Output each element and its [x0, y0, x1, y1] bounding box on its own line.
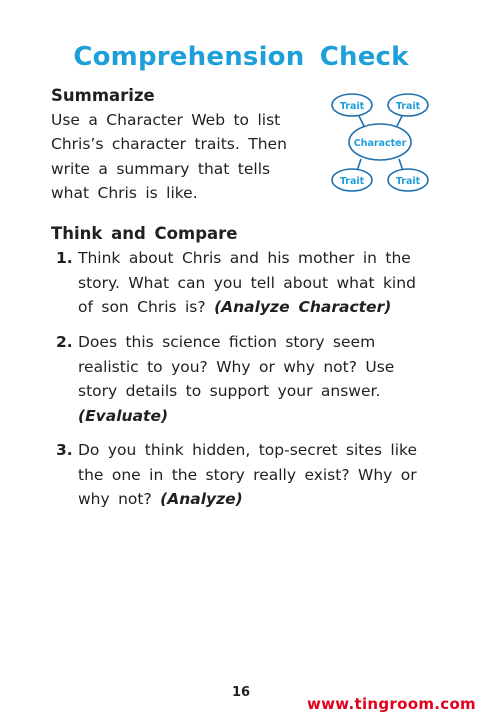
question-line: story details to support your answer. [78, 382, 381, 400]
skill-label: (Evaluate) [78, 406, 169, 425]
summarize-line: write a summary that tells [51, 159, 271, 178]
watermark: www.tingroom.com [306, 695, 476, 713]
trait-label: Trait [339, 176, 365, 187]
summarize-line: Use a Character Web to list [51, 111, 281, 129]
character-node-center [349, 124, 411, 160]
trait-node-top-right [388, 94, 428, 116]
question-line-text: of son Chris is? [78, 298, 206, 316]
question-line [78, 487, 428, 512]
question-number: 2. [56, 333, 73, 351]
trait-node-bottom-left [332, 169, 372, 191]
question-text [78, 438, 428, 512]
character-label: Character [353, 138, 407, 149]
question-line: story. What can you tell about what kind [78, 273, 416, 292]
summarize-heading: Summarize [51, 86, 155, 105]
skill-label: (Analyze Character) [214, 298, 392, 316]
trait-label: Trait [339, 101, 365, 112]
question-number: 1. [56, 249, 73, 267]
skill-label: (Analyze) [160, 490, 243, 508]
trait-node-bottom-right [388, 169, 428, 191]
question-line [78, 295, 428, 320]
page-number: 16 [231, 685, 251, 700]
trait-label: Trait [395, 176, 421, 187]
question-line: Do you think hidden, top-secret sites like [78, 441, 417, 459]
question-line: the one in the story really exist? Why or [78, 465, 417, 484]
trait-label: Trait [395, 101, 421, 112]
character-web-diagram [330, 88, 430, 198]
question-number: 3. [56, 441, 73, 459]
question-line: realistic to you? Why or why not? Use [78, 357, 395, 376]
question-text [78, 330, 428, 428]
think-and-compare-heading: Think and Compare [51, 224, 238, 243]
summarize-paragraph [51, 108, 291, 205]
summarize-line: what Chris is like. [51, 183, 198, 202]
trait-node-top-left [332, 94, 372, 116]
question-line: Think about Chris and his mother in the [78, 249, 411, 267]
page-title: Comprehension Check [73, 42, 409, 72]
question-text [78, 246, 428, 320]
question-line-text: why not? [78, 490, 152, 508]
summarize-line: Chris’s character traits. Then [51, 135, 287, 154]
question-line: Does this science fiction story seem [78, 333, 376, 351]
